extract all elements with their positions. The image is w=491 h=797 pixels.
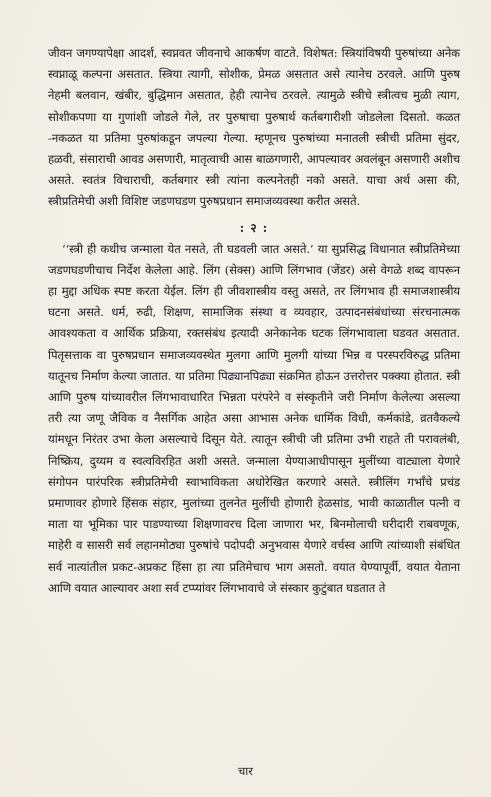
page-number: चार <box>238 764 253 778</box>
body-paragraph-1: जीवन जगण्यापेक्षा आदर्श, स्वप्नवत जीवनाचे आकर्षण वाटते. विशेषत: स्त्रियांविषयी पुरुषांच्या अनेक स्वप्नाळू कल्पना असतात. स्त्रिया त्यागी, सोशीक, प्रेमळ असतात असे त्यानेच ठरवले. आणि पुरुष नेहमी बलवान, खंबीर, बुद्धिमान असतात, हेही त्यानेच ठरवले. त्यामुळे स्त्रीचे स्त्रीत्वच मुळी त्याग, सोशीकपणा या गुणांशी जोडले गेले, तर पुरुषाचा पुरुषार्थ कर्तबगारीशी जोडलेला दिसतो. कळत -नकळत या प्रतिमा पुरुषांकडून जपल्या गेल्या. म्हणूनच पुरुषांच्या मनातली स्त्रीची प्रतिमा सुंदर, हळवी, संसाराची आवड असणारी, मातृत्वाची आस बाळगणारी, आपल्यावर अवलंबून असणारी अशीच असते. स्वतंत्र विचाराची, कर्तबगार स्त्री त्यांना कल्पनेतही नको असते. याचा अर्थ असा की, स्त्रीप्रतिमेची अशी विशिष्ट जडणघडण पुरुषप्रधान समाजव्यवस्था करीत असते. <box>48 46 460 209</box>
body-paragraph-2: ‘‘स्त्री ही कधीच जन्माला येत नसते, ती घडवली जात असते.’ या सुप्रसिद्ध विधानात स्त्रीप्रतिमेच्या जडणघडणीचाच निर्देश केलेला आहे. लिंग (सेक्स) आणि लिंगभाव (जेंडर) असे वेगळे शब्द वापरून हा मुद्दा अधिक स्पष्ट करता येईल. लिंग ही जीवशास्त्रीय वस्तु असते, तर लिंगभाव ही समाजशास्त्रीय घटना असते. धर्म, रुढी, शिक्षण, सामाजिक संस्था व व्यवहार, उत्पादनसंबंधांच्या संरचनात्मक आवश्यकता व आर्थिक प्रक्रिया, रक्तसंबंध इत्यादी अनेकानेक घटक लिंगभावाला घडवत असतात. पितृसत्ताक वा पुरुषप्रधान समाजव्यवस्थेत मुलगा आणि मुलगी यांच्या भिन्न व परस्परविरुद्ध प्रतिमा यातूनच निर्माण केल्या जातात. या प्रतिमा पिढ्यानपिढ्या संक्रमित होऊन उत्तरोत्तर पक्क्या होतात. स्त्री आणि पुरुष यांच्यावरील लिंगभावाधारित भिन्नता परंपरेने व संस्कृतीने जरी निर्माण केलेल्या असल्या तरी त्या जणू जैविक व नैसर्गिक आहेत असा आभास अनेक धार्मिक विधी, कर्मकांडे, व्रतवैकल्ये यांमधून निरंतर उभा केला असल्याचे दिसून येते. त्यातून स्त्रीची जी प्रतिमा उभी राहते ती परावलंबी, निष्क्रिय, दुय्यम व स्वत्वविरहित अशी असते. जन्माला येण्याआधीपासून मुलींच्या वाट्याला येणारे संगोपन पारंपरिक स्त्रीप्रतिमेची स्वाभाविकता अधोरेखित करणारे असते. स्त्रीलिंग गर्भांचे प्रचंड प्रमाणावर होणारे हिंसक संहार, मुलांच्या तुलनेत मुलींची होणारी हेळसांड, भावी काळातील पत्नी व माता या भूमिका पार पाडण्याच्या शिक्षणावरच दिला जाणारा भर, बिनमोलाची घरीदारी राबवणूक, माहेरी व सासरी सर्व लहानमोठ्या पुरुषांचे पदोपदी अनुभवास येणारे वर्चस्व आणि त्यांच्याशी संबंधित सर्व नात्यांतील प्रकट-अप्रकट हिंसा हा त्या प्रतिमेचाच भाग असतो. वयात येण्यापूर्वी, वयात येताना आणि वयात आल्यावर अशा सर्व टप्प्यांवर लिंगभावाचे जे संस्कार कुटुंबात घडतात ते <box>48 241 460 595</box>
section-number: : २ : <box>239 220 269 235</box>
